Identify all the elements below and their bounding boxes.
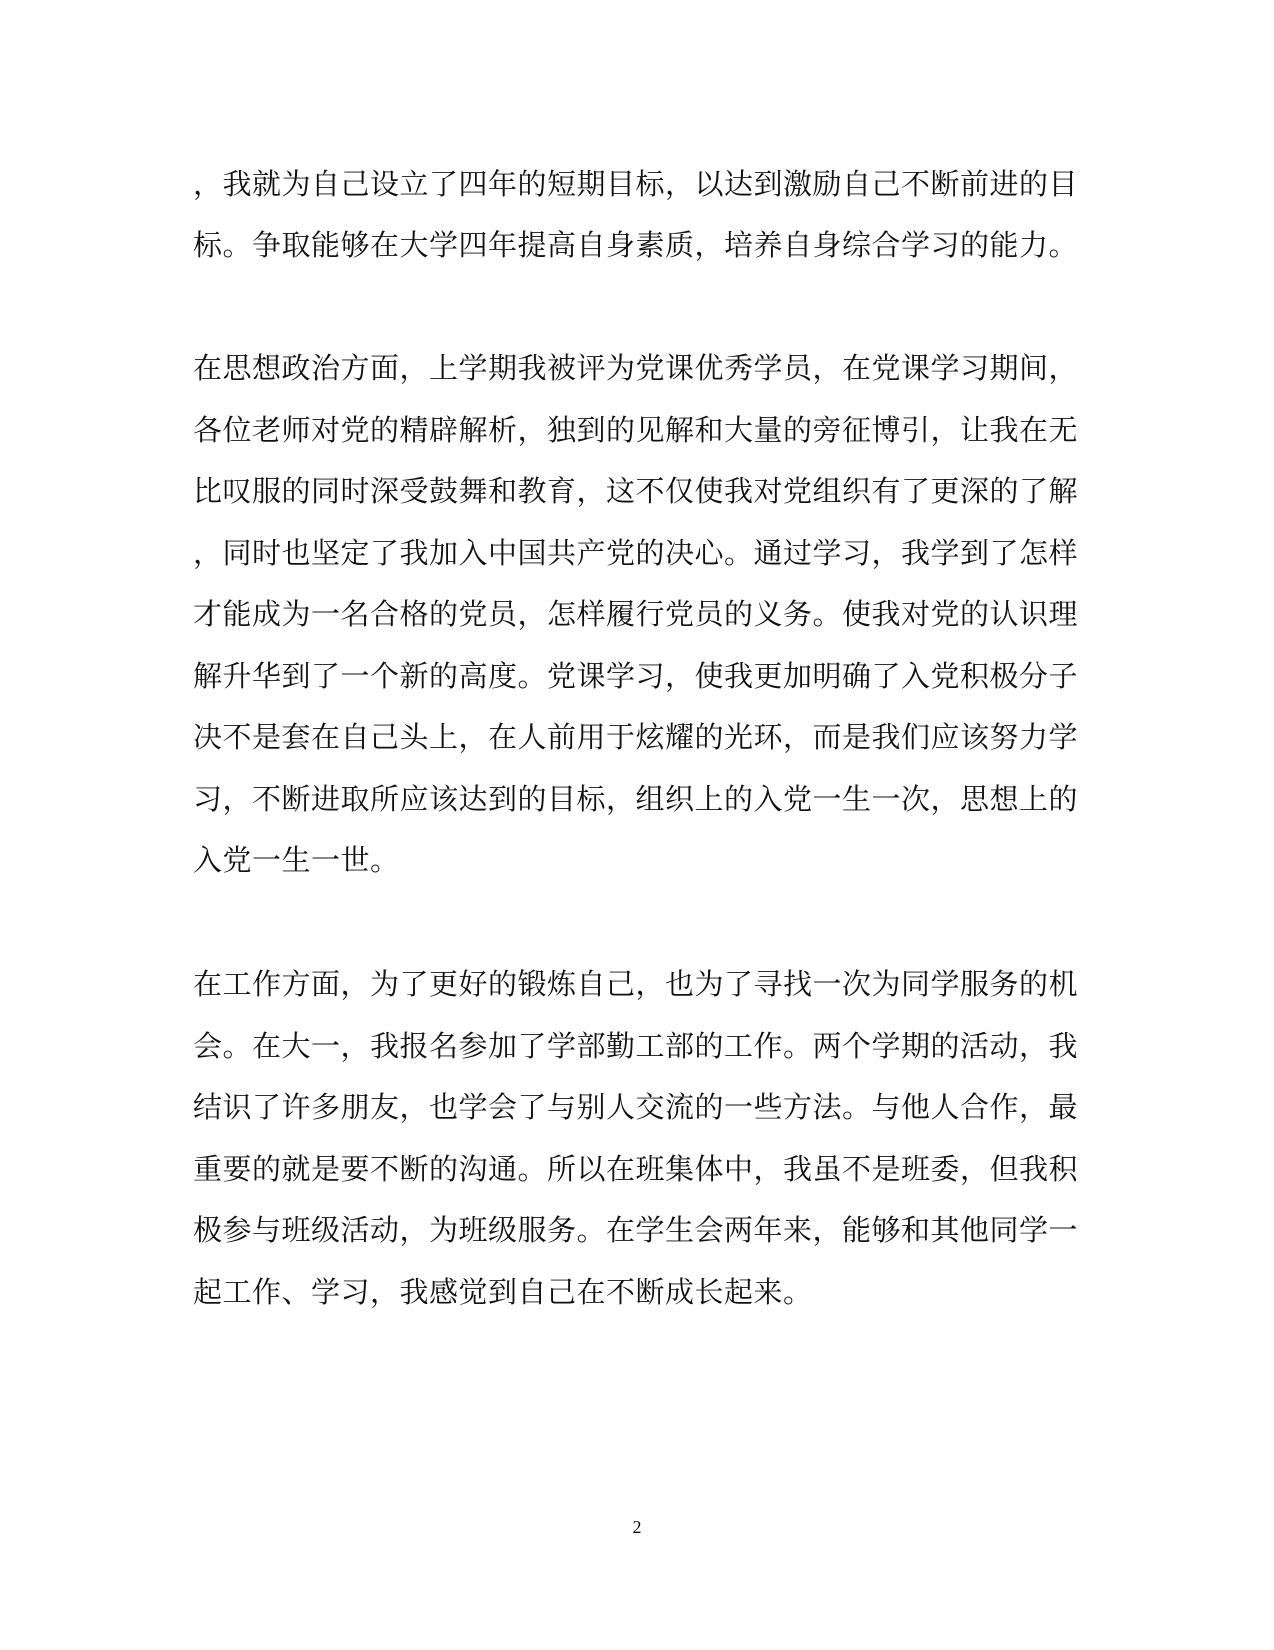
paragraph-1-line-1: ，我就为自己设立了四年的短期目标，以达到激励自己不断前进的目 [193,167,1079,201]
paragraph-2-line-1: 在思想政治方面，上学期我被评为党课优秀学员，在党课学习期间， [193,351,1079,385]
paragraph-2-line-5: 才能成为一名合格的党员，怎样履行党员的义务。使我对党的认识理 [193,597,1079,631]
paragraph-2-line-4: ，同时也坚定了我加入中国共产党的决心。通过学习，我学到了怎样 [193,536,1079,570]
paragraph-3-line-3: 结识了许多朋友，也学会了与别人交流的一些方法。与他人合作，最 [193,1090,1079,1124]
paragraph-2-line-3: 比叹服的同时深受鼓舞和教育，这不仅使我对党组织有了更深的了解 [193,474,1079,508]
paragraph-2-line-7: 决不是套在自己头上，在人前用于炫耀的光环，而是我们应该努力学 [193,720,1079,754]
paragraph-2-line-9: 入党一生一世。 [193,843,400,877]
paragraph-3-line-6: 起工作、学习，我感觉到自己在不断成长起来。 [193,1275,813,1309]
paragraph-3-line-4: 重要的就是要不断的沟通。所以在班集体中，我虽不是班委，但我积 [193,1152,1079,1186]
paragraph-3-line-2: 会。在大一，我报名参加了学部勤工部的工作。两个学期的活动，我 [193,1029,1079,1063]
page-number: 2 [632,1517,642,1537]
paragraph-3-line-5: 极参与班级活动，为班级服务。在学生会两年来，能够和其他同学一 [193,1213,1079,1247]
paragraph-2-line-8: 习，不断进取所应该达到的目标，组织上的入党一生一次，思想上的 [193,782,1079,816]
paragraph-3-line-1: 在工作方面，为了更好的锻炼自己，也为了寻找一次为同学服务的机 [193,967,1079,1001]
paragraph-2-line-6: 解升华到了一个新的高度。党课学习，使我更加明确了入党积极分子 [193,659,1079,693]
paragraph-1-line-2: 标。争取能够在大学四年提高自身素质，培养自身综合学习的能力。 [193,228,1079,262]
paragraph-2-line-2: 各位老师对党的精辟解析，独到的见解和大量的旁征博引，让我在无 [193,413,1079,447]
